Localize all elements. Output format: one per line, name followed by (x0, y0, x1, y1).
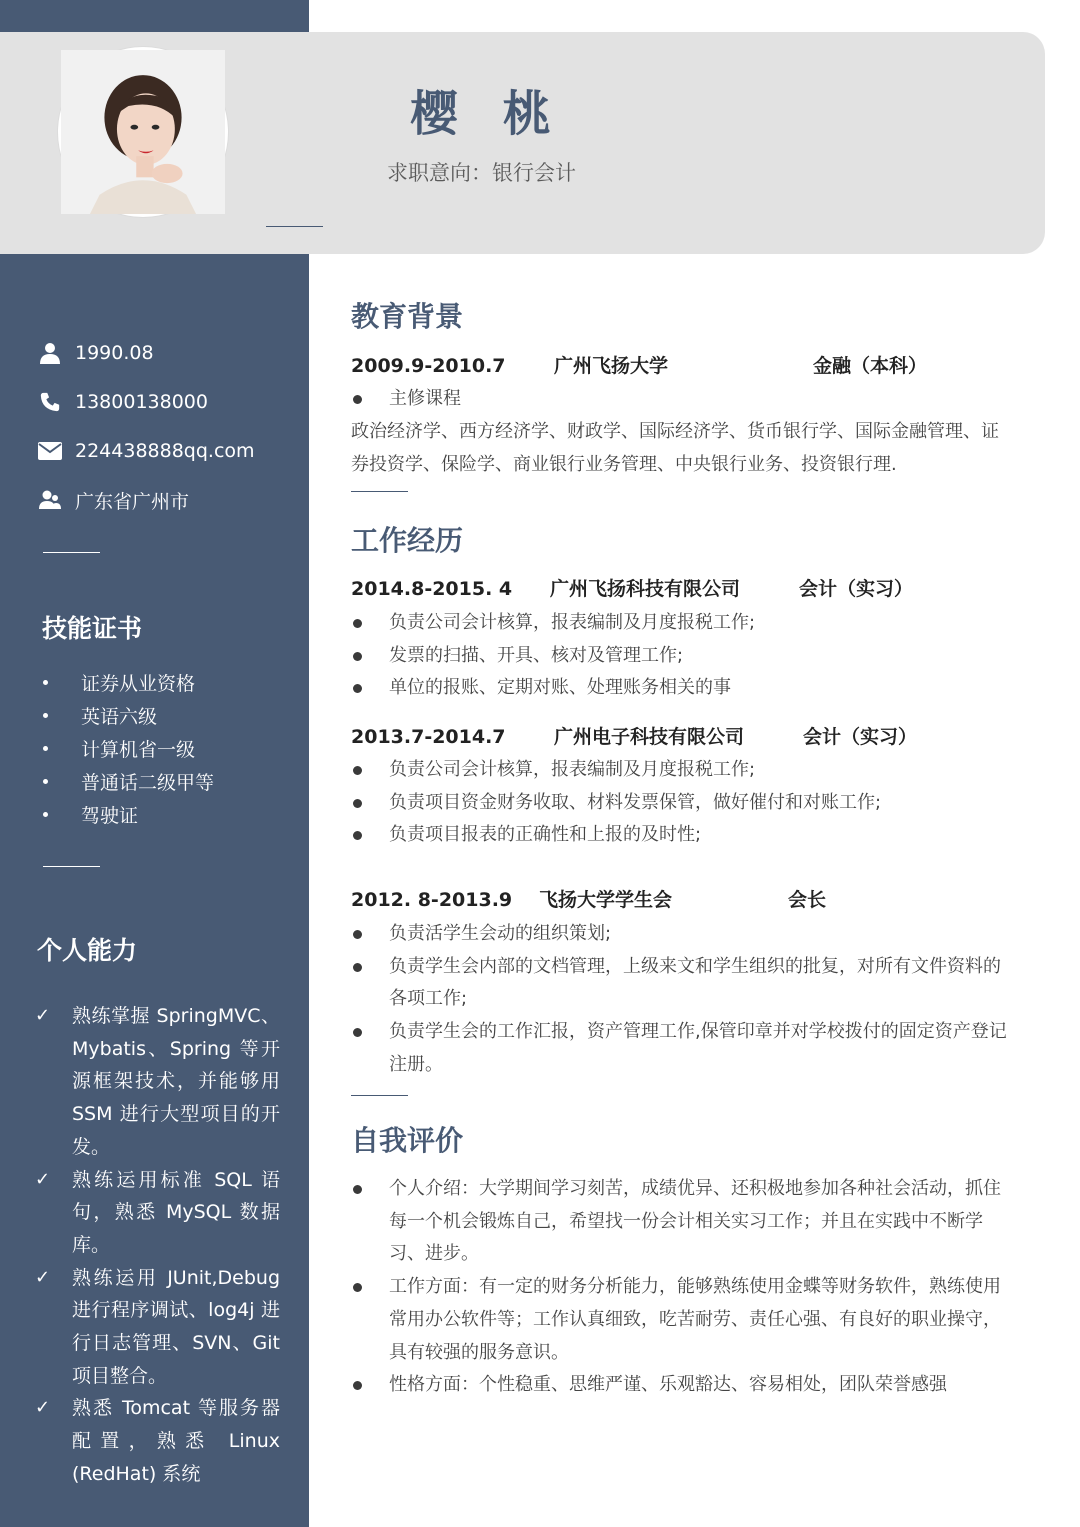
bullet-dot (351, 383, 389, 416)
self-eval-list (351, 1173, 1011, 1402)
section-divider (351, 1095, 408, 1096)
list-item: 英语六级 (42, 699, 214, 732)
candidate-name: 樱 桃 (410, 86, 565, 142)
sidebar-divider (43, 552, 100, 553)
skills-title: 技能证书 (42, 614, 143, 643)
birth-date: 1990.08 (75, 342, 154, 364)
list-item: 工作方面：有一定的财务分析能力，能够熟练使用金蝶等财务软件，熟练使用常用办公软件等；工作认真细致，吃苦耐劳、责任心强、有良好的职业操守，具有较强的服务意识。 (351, 1271, 1011, 1369)
work-title: 工作经历 (351, 524, 464, 557)
bullet-dot (351, 607, 389, 640)
list-item: 负责项目资金财务收取、材料发票保管，做好催付和对账工作; (351, 787, 1011, 820)
self-eval-title: 自我评价 (351, 1124, 464, 1157)
education-school: 广州飞扬大学 (554, 355, 669, 377)
bullet-dot (351, 1271, 389, 1304)
list-item: 普通话二级甲等 (42, 765, 214, 798)
check-icon: ✓ (35, 1397, 51, 1419)
list-item: 负责项目报表的正确性和上报的及时性; (351, 819, 1011, 852)
education-courses: 政治经济学、西方经济学、财政学、国际经济学、货币银行学、国际金融管理、证券投资学、保险学、商业银行业务管理、中央银行业务、投资银行理. (351, 421, 999, 475)
work-duties (351, 754, 1011, 852)
contact-email (37, 436, 255, 466)
abilities-list (35, 1000, 285, 1485)
contact-location (37, 485, 189, 515)
work-duties (351, 607, 1011, 705)
check-icon: ✓ (35, 1005, 51, 1026)
list-item: ✓ 熟练运用 JUnit,Debug 进行程序调试、log4j 进行日志管理、SVN、Git 项目整合。 (35, 1262, 285, 1393)
bullet-dot (43, 779, 48, 784)
list-item: 证券从业资格 (42, 666, 214, 699)
list-item: 负责学生会的工作汇报，资产管理工作,保管印章并对学校拨付的固定资产登记注册。 (351, 1016, 1011, 1081)
job-period: 2013.7-2014.7 (351, 726, 506, 748)
bullet-dot (351, 951, 389, 984)
skills-list (42, 666, 214, 831)
phone-icon (37, 389, 63, 415)
list-item: 个人介绍：大学期间学习刻苦，成绩优异、还积极地参加各种社会活动，抓住每一个机会锻炼自己，希望找一份会计相关实习工作；并且在实践中不断学习、进步。 (351, 1173, 1011, 1271)
bullet-dot (43, 680, 48, 685)
job-company: 广州电子科技有限公司 (554, 726, 745, 748)
education-major: 金融（本科） (813, 355, 928, 377)
list-item: 计算机省一级 (42, 732, 214, 765)
job-intent: 求职意向：银行会计 (387, 161, 576, 185)
list-item: 发票的扫描、开具、核对及管理工作; (351, 640, 1011, 673)
email-address: 224438888qq.com (75, 440, 255, 462)
bullet-dot (43, 812, 48, 817)
bullet-dot (351, 1016, 389, 1049)
abilities-title: 个人能力 (37, 936, 138, 965)
list-item: 性格方面：个性稳重、思维严谨、乐观豁达、容易相处，团队荣誉感强 (351, 1369, 1011, 1402)
person-icon (37, 340, 63, 366)
contact-phone (37, 387, 208, 417)
contact-birth (37, 338, 154, 368)
job-period: 2014.8-2015. 4 (351, 578, 513, 600)
check-icon: ✓ (35, 1168, 51, 1190)
list-item: 负责活学生会动的组织策划; (351, 918, 1011, 951)
job-period: 2012. 8-2013.9 (351, 889, 513, 911)
sidebar-divider (43, 866, 100, 867)
phone-number: 13800138000 (75, 391, 208, 413)
job-role: 会长 (788, 889, 827, 911)
mail-icon (37, 438, 63, 464)
bullet-dot (351, 1173, 389, 1206)
bullet-dot (43, 713, 48, 718)
list-item: ✓ 熟练运用标准 SQL 语句，熟悉 MySQL 数据库。 (35, 1164, 285, 1262)
list-item: 驾驶证 (42, 798, 214, 831)
bullet-dot (351, 640, 389, 673)
section-divider (351, 491, 408, 492)
job-role: 会计（实习） (799, 578, 914, 600)
header-divider (266, 226, 323, 227)
home-location: 广东省广州市 (75, 490, 190, 513)
list-item: ✓ 熟悉 Tomcat 等服务器配置，熟悉 Linux (RedHat) 系统 (35, 1392, 285, 1490)
job-role: 会计（实习） (803, 726, 918, 748)
check-icon: ✓ (35, 1266, 51, 1288)
avatar (58, 47, 228, 217)
bullet-dot (351, 819, 389, 852)
avatar-portrait (61, 50, 225, 214)
list-item: 负责公司会计核算，报表编制及月度报税工作; (351, 754, 1011, 787)
job-company: 广州飞扬科技有限公司 (550, 578, 741, 600)
list-item: 主修课程 (351, 383, 1011, 416)
job-company: 飞扬大学学生会 (539, 889, 673, 911)
bullet-dot (351, 918, 389, 951)
list-item: 负责公司会计核算，报表编制及月度报税工作; (351, 607, 1011, 640)
location-people-icon (37, 487, 63, 513)
work-duties (351, 918, 1011, 1082)
education-bullets (351, 383, 1011, 416)
bullet-dot (351, 672, 389, 705)
education-period: 2009.9-2010.7 (351, 355, 506, 377)
list-item: 单位的报账、定期对账、处理账务相关的事 (351, 672, 1011, 705)
bullet-dot (351, 754, 389, 787)
bullet-dot (43, 746, 48, 751)
education-title: 教育背景 (351, 300, 464, 333)
list-item: 负责学生会内部的文档管理，上级来文和学生组织的批复，对所有文件资料的各项工作; (351, 951, 1011, 1016)
bullet-dot (351, 787, 389, 820)
bullet-dot (351, 1369, 389, 1402)
list-item: ✓ 熟练掌握 SpringMVC、Mybatis、Spring 等开源框架技术，并能够用 SSM 进行大型项目的开发。 (35, 1000, 285, 1164)
